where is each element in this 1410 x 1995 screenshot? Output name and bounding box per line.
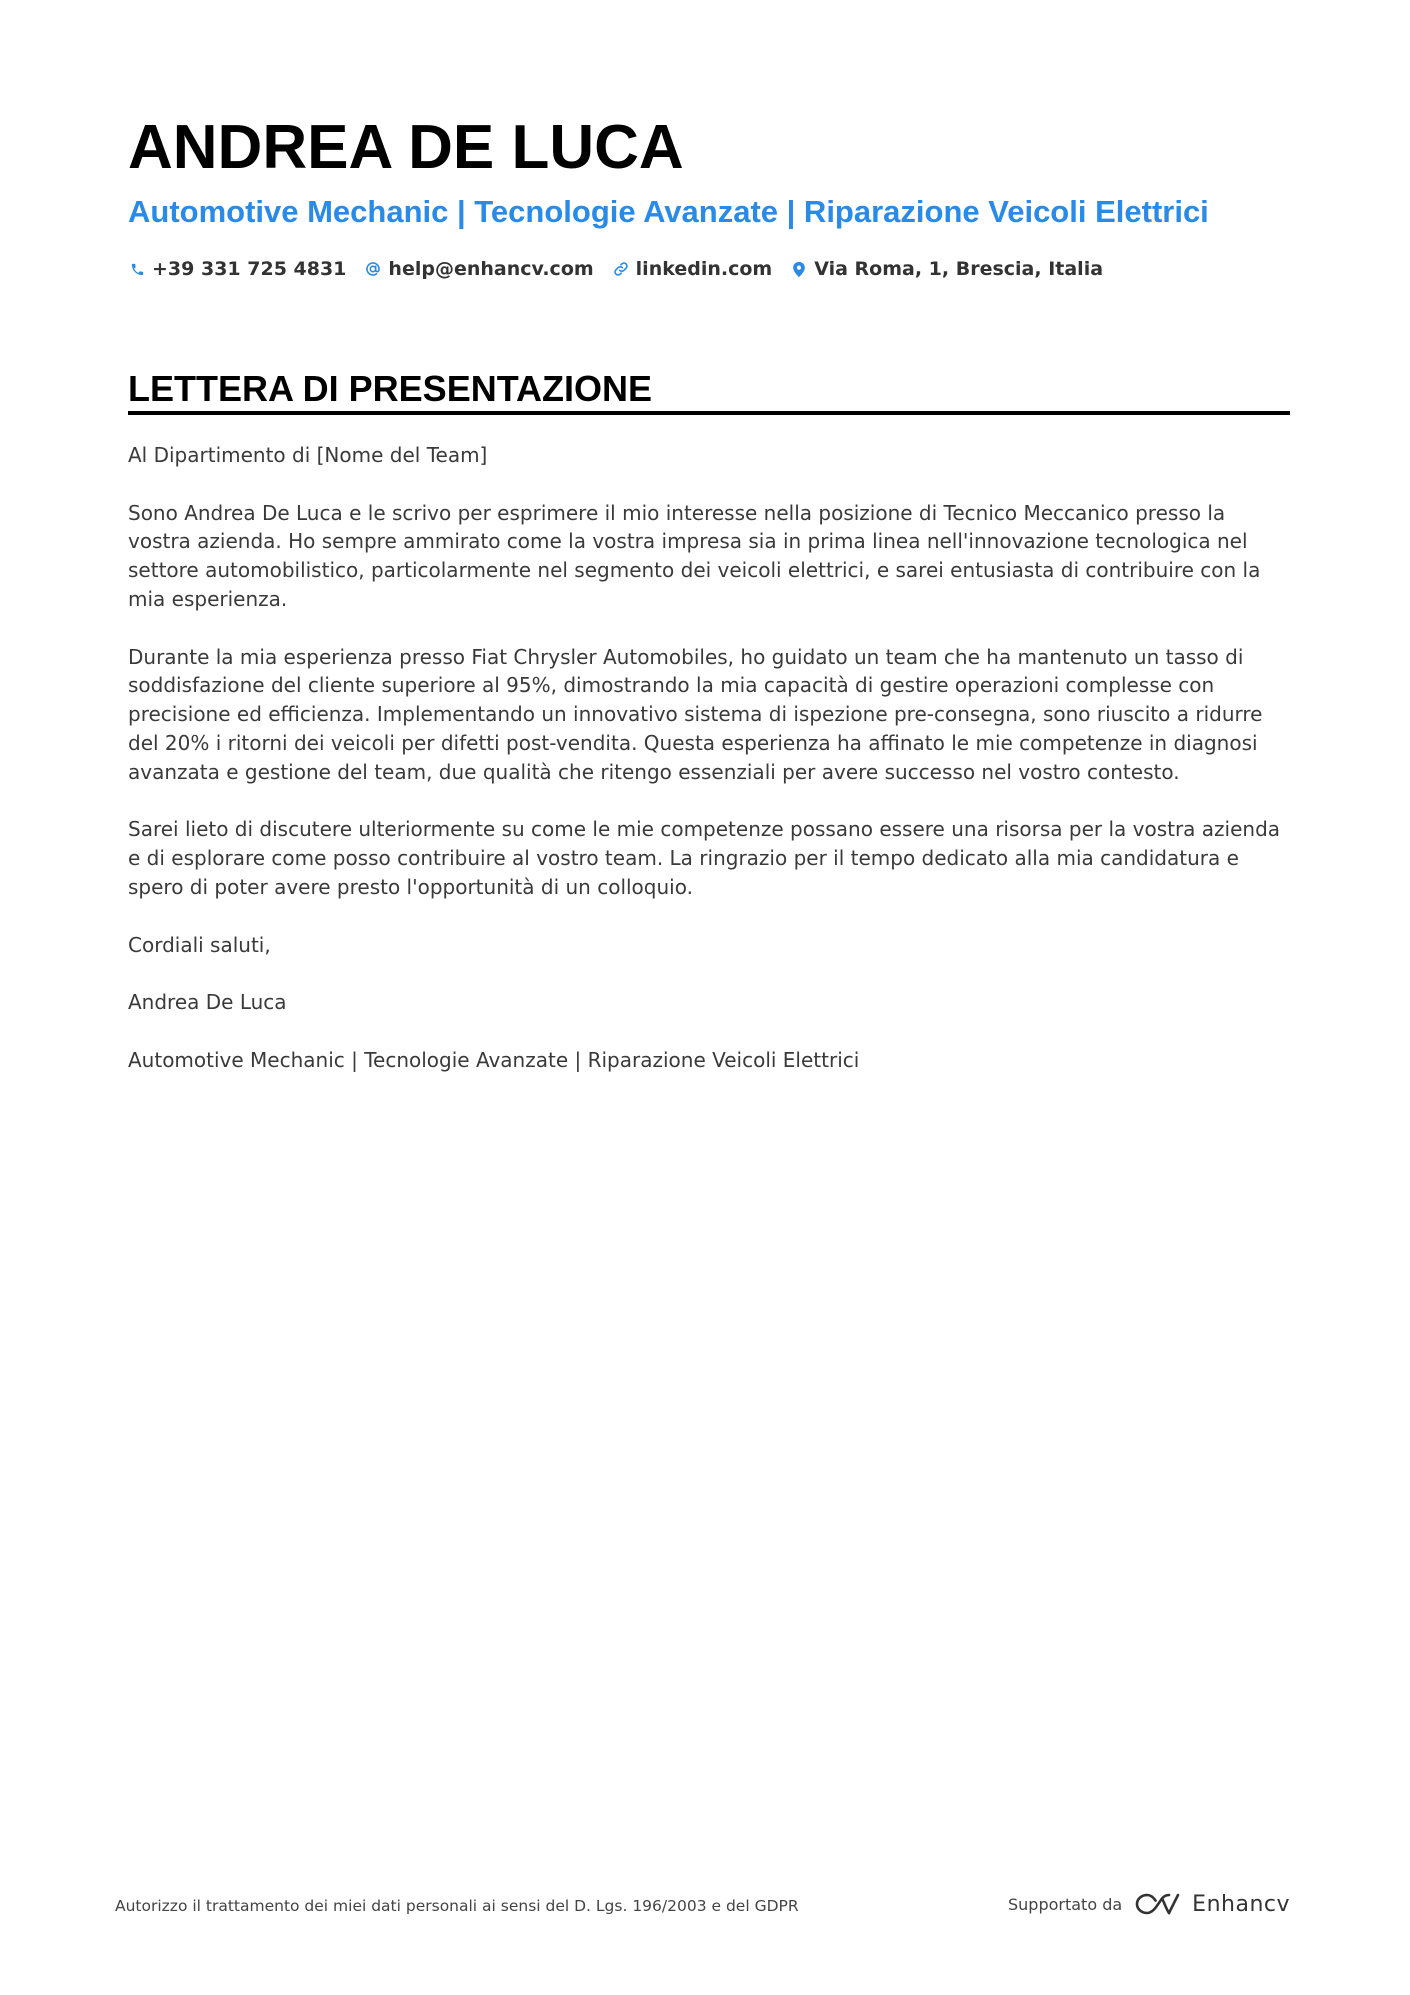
contact-location-text: Via Roma, 1, Brescia, Italia [814, 258, 1104, 280]
location-pin-icon [790, 259, 808, 279]
contact-linkedin-text: linkedin.com [635, 258, 773, 280]
link-icon [612, 259, 630, 279]
letter-paragraph: Sarei lieto di discutere ulteriormente su come le mie competenze possano essere una risorsa per la vostra azienda e di esplorare come posso contribuire al vostro team. La ringrazio per il tempo dedicato alla mia candidatura e spero di poter avere presto l'opportunità di un colloquio. [128, 817, 1281, 899]
enhancv-logo-icon [1134, 1891, 1182, 1917]
contact-bar [128, 254, 1121, 284]
powered-by[interactable] [1008, 1884, 1290, 1924]
contact-phone[interactable] [128, 258, 346, 280]
contact-linkedin[interactable] [612, 258, 773, 280]
contact-location [790, 258, 1103, 280]
candidate-headline: Automotive Mechanic | Tecnologie Avanzate | Riparazione Veicoli Elettrici [128, 194, 1209, 229]
phone-icon [128, 259, 146, 279]
signature-title: Automotive Mechanic | Tecnologie Avanzate | Riparazione Veicoli Elettrici [128, 1047, 860, 1072]
section-title: LETTERA DI PRESENTAZIONE [128, 368, 653, 409]
letter-body [128, 441, 1290, 1103]
candidate-name: ANDREA DE LUCA [128, 113, 684, 182]
letter-salutation: Al Dipartimento di [Nome del Team] [128, 443, 488, 467]
letter-paragraph: Sono Andrea De Luca e le scrivo per esprimere il mio interesse nella posizione di Tecnico Meccanico presso la vostra azienda. Ho sempre ammirato come la vostra impresa sia in prima linea nell'innovazione tecnologica nel settore automobilistico, particolarmente nel segmento dei veicoli elettrici, e sarei entusiasta di contribuire con la mia esperienza. [128, 500, 1261, 611]
at-icon [364, 259, 382, 279]
letter-paragraph: Durante la mia esperienza presso Fiat Chrysler Automobiles, ho guidato un team che ha mantenuto un tasso di soddisfazione del cliente superiore al 95%, dimostrando la mia capacità di gestire operazioni complesse con precisione ed efficienza. Implementando un innovativo sistema di ispezione pre-consegna, sono riuscito a ridurre del 20% i ritorni dei veicoli per difetti post-vendita. Questa esperienza ha affinato le mie competenze in diagnosi avanzata e gestione del team, due qualità che ritengo essenziali per avere successo nel vostro contesto. [128, 644, 1263, 784]
privacy-note: Autorizzo il trattamento dei miei dati personali ai sensi del D. Lgs. 196/2003 e del GDPR [115, 1897, 799, 1915]
section-divider [128, 411, 1290, 415]
powered-by-label: Supportato da [1008, 1894, 1123, 1914]
contact-phone-text: +39 331 725 4831 [152, 258, 347, 280]
contact-email[interactable] [364, 258, 593, 280]
brand-name: Enhancv [1192, 1891, 1290, 1917]
signature-name: Andrea De Luca [128, 990, 287, 1015]
letter-closing: Cordiali saluti, [128, 932, 271, 957]
contact-email-text: help@enhancv.com [388, 258, 594, 280]
